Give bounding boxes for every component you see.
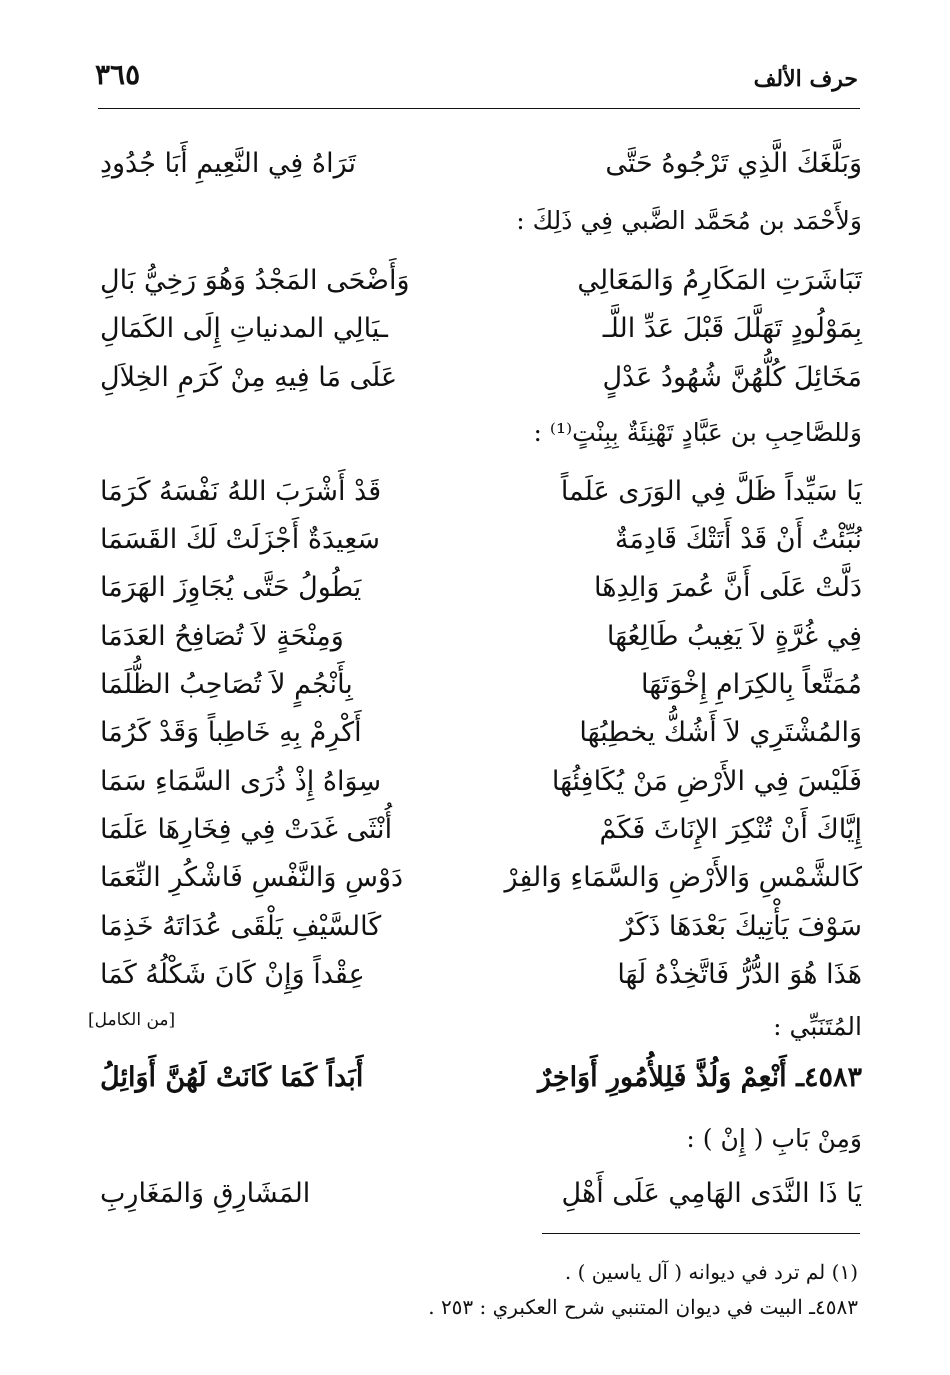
verse-first-hemistich: سَوْفَ يَأْتِيكَ بَعْدَهَا ذَكَرٌ <box>620 911 862 942</box>
prose-line: وَلأَحْمَد بن مُحَمَّد الضَّبي فِي ذَلِكَ : <box>516 206 862 235</box>
verse-second-hemistich: أُنْثَى غَدَتْ فِي فِخَارِهَا عَلَمَا <box>100 814 393 845</box>
verse-second-hemistich: دَوْسِ وَالنَّفْسِ فَاشْكُرِ النِّعَمَا <box>100 862 404 893</box>
verse-first-hemistich: هَذَا هُوَ الدُّرُّ فَاتَّخِذْهُ لَهَا <box>617 959 862 990</box>
verse-second-hemistich: يَطُولُ حَتَّى يُجَاوِزَ الهَرَمَا <box>100 572 362 603</box>
footnote-rule <box>542 1233 860 1234</box>
verse-second-hemistich: سَعِيدَةٌ أَجْزَلَتْ لَكَ القَسَمَا <box>100 524 380 555</box>
prose-line: وَمِنْ بَابِ ( إِنْ ) : <box>686 1124 862 1153</box>
verse-first-hemistich: كَالشَّمْسِ وَالأَرْضِ وَالسَّمَاءِ وَالفِرْ <box>504 862 862 893</box>
verse-second-hemistich: قَدْ أَشْرَبَ اللهُ نَفْسَهُ كَرَمَا <box>100 476 382 507</box>
verse-first-hemistich: ٤٥٨٣ـ أَنْعِمْ وَلُذَّ فَلِلأُمُورِ أَوَاخِرٌ <box>537 1062 862 1093</box>
verse-first-hemistich: مُمَتَّعاً بِالكِرَامِ إِخْوَتَهَا <box>641 669 862 700</box>
verse-first-hemistich: وَبَلَّغَكَ الَّذِي تَرْجُوهُ حَتَّى <box>605 148 862 179</box>
page-number: ٣٦٥ <box>95 58 141 91</box>
verse-second-hemistich: وَمِنْحَةٍ لاَ تُصَافِحُ العَدَمَا <box>100 621 344 652</box>
verse-first-hemistich: دَلَّتْ عَلَى أَنَّ عُمرَ وَالِدِهَا <box>594 572 862 603</box>
verse-second-hemistich: أَبَداً كَمَا كَانَتْ لَهُنَّ أَوَائِلُ <box>100 1062 364 1093</box>
verse-second-hemistich: تَرَاهُ فِي النَّعِيمِ أَبَا جُدُودِ <box>100 148 356 179</box>
verse-second-hemistich: سِوَاهُ إِذْ ذُرَى السَّمَاءِ سَمَا <box>100 766 382 797</box>
verse-second-hemistich: وَأَضْحَى المَجْدُ وَهُوَ رَخِيُّ بَالِ <box>100 265 410 296</box>
header-rule <box>98 108 860 109</box>
verse-second-hemistich: بِأَنْجُمٍ لاَ تُصَاحِبُ الظُّلَمَا <box>100 669 353 700</box>
prose-line: وَللصَّاحِبِ بن عَبَّادٍ تَهْنِئَةٌ بِبِنْتٍ⁽¹⁾ : <box>533 418 862 447</box>
footnote-1: (١) لم ترد في ديوانه ( آل ياسين ) . <box>564 1260 858 1284</box>
verse-second-hemistich: ـيَالِي المدنياتِ إِلَى الكَمَالِ <box>100 313 388 344</box>
verse-second-hemistich: أَكْرِمْ بِهِ خَاطِباً وَقَدْ كَرُمَا <box>100 717 362 748</box>
verse-second-hemistich: المَشَارِقِ وَالمَغَارِبِ <box>100 1178 311 1209</box>
meter-label: [من الكامل] <box>88 1010 176 1030</box>
verse-first-hemistich: فِي غُرَّةٍ لاَ يَغِيبُ طَالِعُهَا <box>606 621 862 652</box>
verse-second-hemistich: عِقْداً وَإِنْ كَانَ شَكْلُهُ كَمَا <box>100 959 365 990</box>
verse-first-hemistich: يَا ذَا النَّدَى الهَامِي عَلَى أَهْلِ <box>561 1178 862 1209</box>
footnote-2: ٤٥٨٣ـ البيت في ديوان المتنبي شرح العكبري : ٢٥٣ . <box>428 1295 858 1319</box>
verse-second-hemistich: عَلَى مَا فِيهِ مِنْ كَرَمِ الخِلاَلِ <box>100 362 398 393</box>
verse-first-hemistich: فَلَيْسَ فِي الأَرْضِ مَنْ يُكَافِئُهَا <box>551 766 862 797</box>
verse-first-hemistich: مَخَائِلَ كُلُّهُنَّ شُهُودُ عَدْلٍ <box>602 362 862 393</box>
verse-first-hemistich: نُبِّئْتُ أَنْ قَدْ أَتَتْكَ قَادِمَةٌ <box>614 524 862 555</box>
verse-first-hemistich: تَبَاشَرَتِ المَكَارِمُ وَالمَعَالِي <box>577 265 862 296</box>
verse-first-hemistich: بِمَوْلُودٍ تَهَلَّلَ قَبْلَ عَدِّ اللَّـ <box>602 313 862 344</box>
verse-first-hemistich: إِيَّاكَ أَنْ تُنْكِرَ الإِنَاثَ فَكَمْ <box>599 814 862 845</box>
verse-first-hemistich: يَا سَيِّداً ظَلَّ فِي الوَرَى عَلَماً <box>560 476 862 507</box>
chapter-title: حرف الألف <box>753 66 858 92</box>
verse-second-hemistich: كَالسَّيْفِ يَلْقَى عُدَاتَهُ خَذِمَا <box>100 911 382 942</box>
prose-line: المُتَنَبِّي : <box>773 1012 862 1041</box>
verse-first-hemistich: وَالمُشْتَرِي لاَ أَشُكُّ يخطِبُهَا <box>579 717 862 748</box>
